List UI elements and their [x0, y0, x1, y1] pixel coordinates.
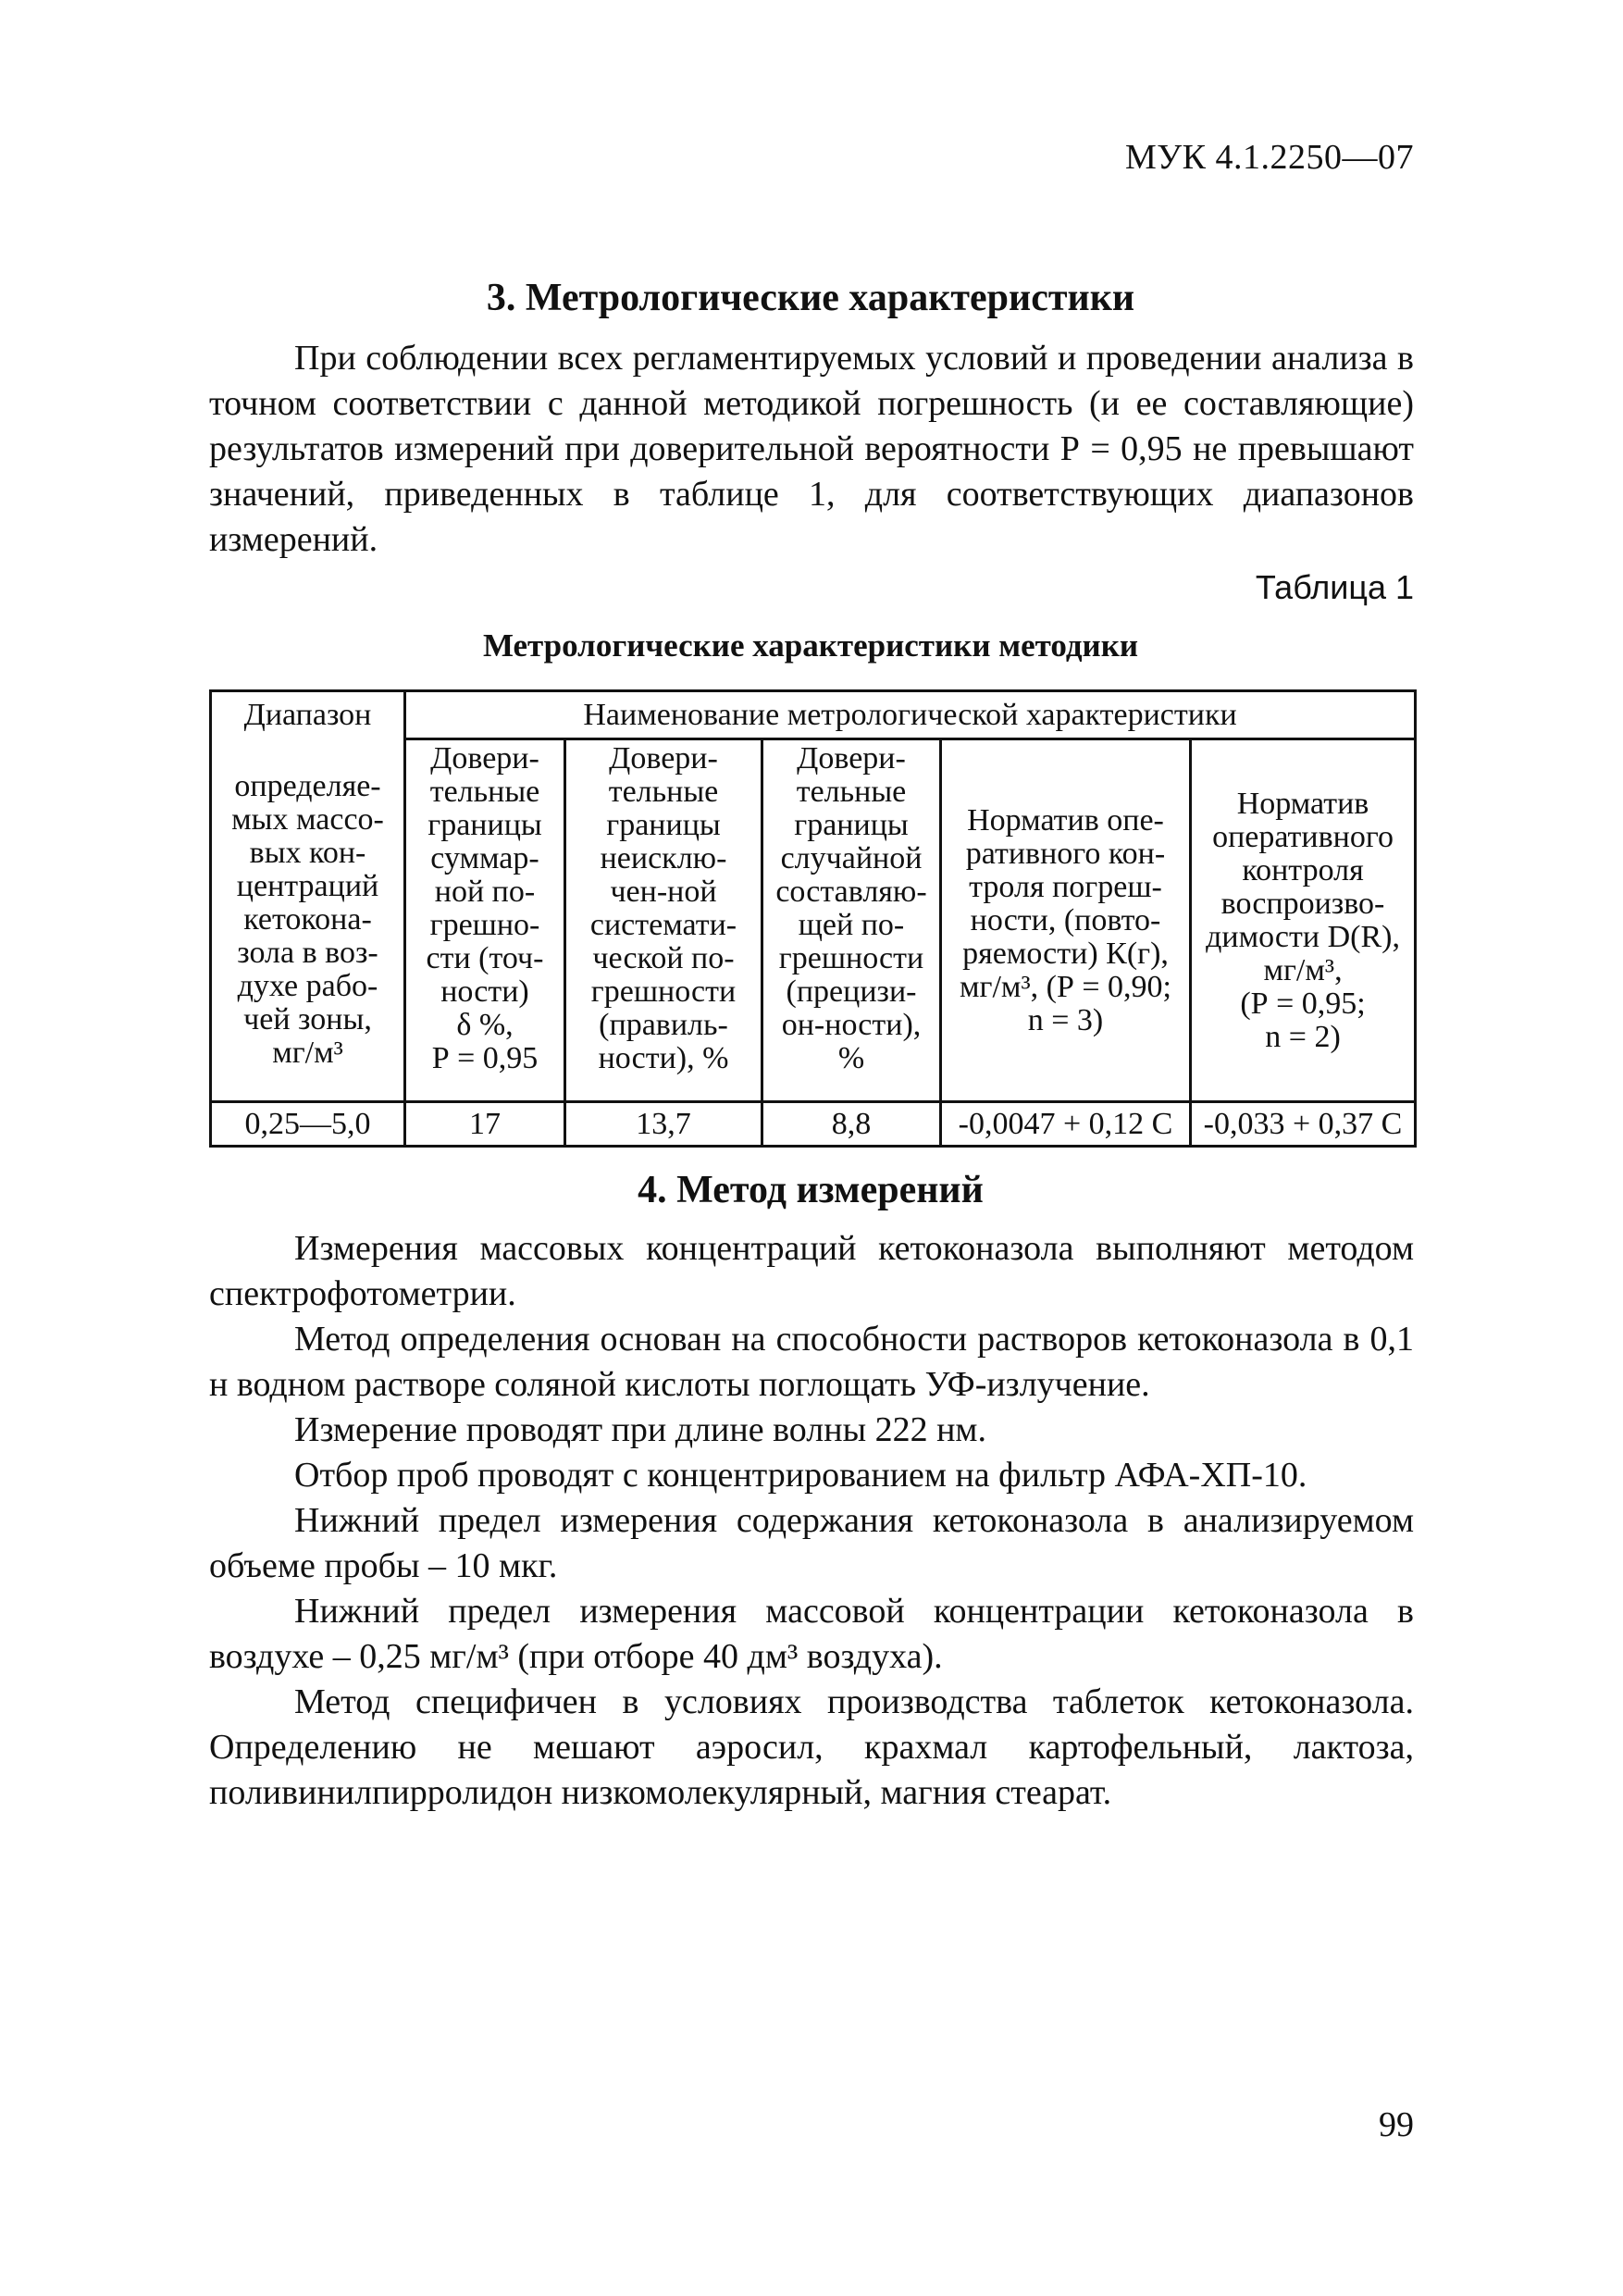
group-header: Наименование метрологической характеристики [405, 691, 1416, 739]
table-subheader-row [211, 739, 1416, 1102]
section-4-paragraph-3: Измерение проводят при длине волны 222 нм. [294, 1410, 986, 1449]
table-caption: Метрологические характеристики методики [482, 627, 1139, 664]
section-3-paragraph: При соблюдении всех регламентируемых условий и проведении анализа в точном соответствии с данной методикой погрешность (и ее составляющие) результатов измерений при доверительной вероятности Р = 0,95 не превышают значений, приведенных в таблице 1, для соответствующих диапазонов измерений. [209, 339, 1414, 559]
section-3-title: 3. Метрологические характеристики [486, 277, 1135, 319]
cell-range: 0,25—5,0 [211, 1102, 405, 1147]
col-precision-header: Довери- тельные границы случайной составляю- щей по- грешности (прецизи- он-ности), % [762, 739, 941, 1102]
table-row [211, 1102, 1416, 1147]
section-4-paragraph-2: Метод определения основан на способности растворов кетоконазола в 0,1 н водном растворе соляной кислоты поглощать УФ-излучение. [209, 1320, 1414, 1404]
section-4-paragraph-1: Измерения массовых концентраций кетоконазола выполняют методом спектрофотометрии. [209, 1229, 1414, 1313]
col-range-header-body: определяе- мых массо- вых кон- центраций кетокона- зола в воз- духе рабо- чей зоны, мг/м³ [211, 739, 405, 1102]
section-4-paragraph-7: Метод специфичен в условиях производства таблеток кетоконазола. Определению не мешают аэросил, крахмал картофельный, лактоза, поливинилпирролидон низкомолекулярный, магния стеарат. [209, 1682, 1414, 1812]
cell-precision: 8,8 [762, 1102, 941, 1147]
cell-repeatability: -0,0047 + 0,12 С [941, 1102, 1191, 1147]
col-repeatability-header: Норматив опе- ративного кон- троля погреш- ности, (повто- ряемости) К(г), мг/м³, (Р = 0,90; n = 3) [941, 739, 1191, 1102]
page-number: 99 [1379, 2105, 1414, 2144]
section-4-paragraph-6: Нижний предел измерения массовой концентрации кетоконазола в воздухе – 0,25 мг/м³ (при отборе 40 дм³ воздуха). [209, 1592, 1414, 1676]
section-4-title: 4. Метод измерений [638, 1169, 984, 1211]
col-accuracy-header: Довери- тельные границы суммар- ной по- грешно- сти (точ- ности) δ %, Р = 0,95 [405, 739, 565, 1102]
col-reproducibility-header: Норматив оперативного контроля воспроизво- димости D(R), мг/м³, (Р = 0,95; n = 2) [1191, 739, 1416, 1102]
metrology-table [209, 689, 1417, 1148]
cell-trueness: 13,7 [565, 1102, 762, 1147]
cell-accuracy: 17 [405, 1102, 565, 1147]
col-range-header-top: Диапазон [211, 691, 405, 739]
table-header-row [211, 691, 1416, 739]
col-trueness-header: Довери- тельные границы неисклю- чен-ной системати- ческой по- грешности (правиль- ности), % [565, 739, 762, 1102]
document-code: МУК 4.1.2250—07 [1124, 138, 1414, 177]
table-label: Таблица 1 [1255, 568, 1414, 606]
section-4-paragraph-4: Отбор проб проводят с концентрированием на фильтр АФА-ХП-10. [294, 1456, 1307, 1495]
section-4-paragraph-5: Нижний предел измерения содержания кетоконазола в анализируемом объеме пробы – 10 мкг. [209, 1501, 1414, 1585]
cell-reproducibility: -0,033 + 0,37 С [1191, 1102, 1416, 1147]
